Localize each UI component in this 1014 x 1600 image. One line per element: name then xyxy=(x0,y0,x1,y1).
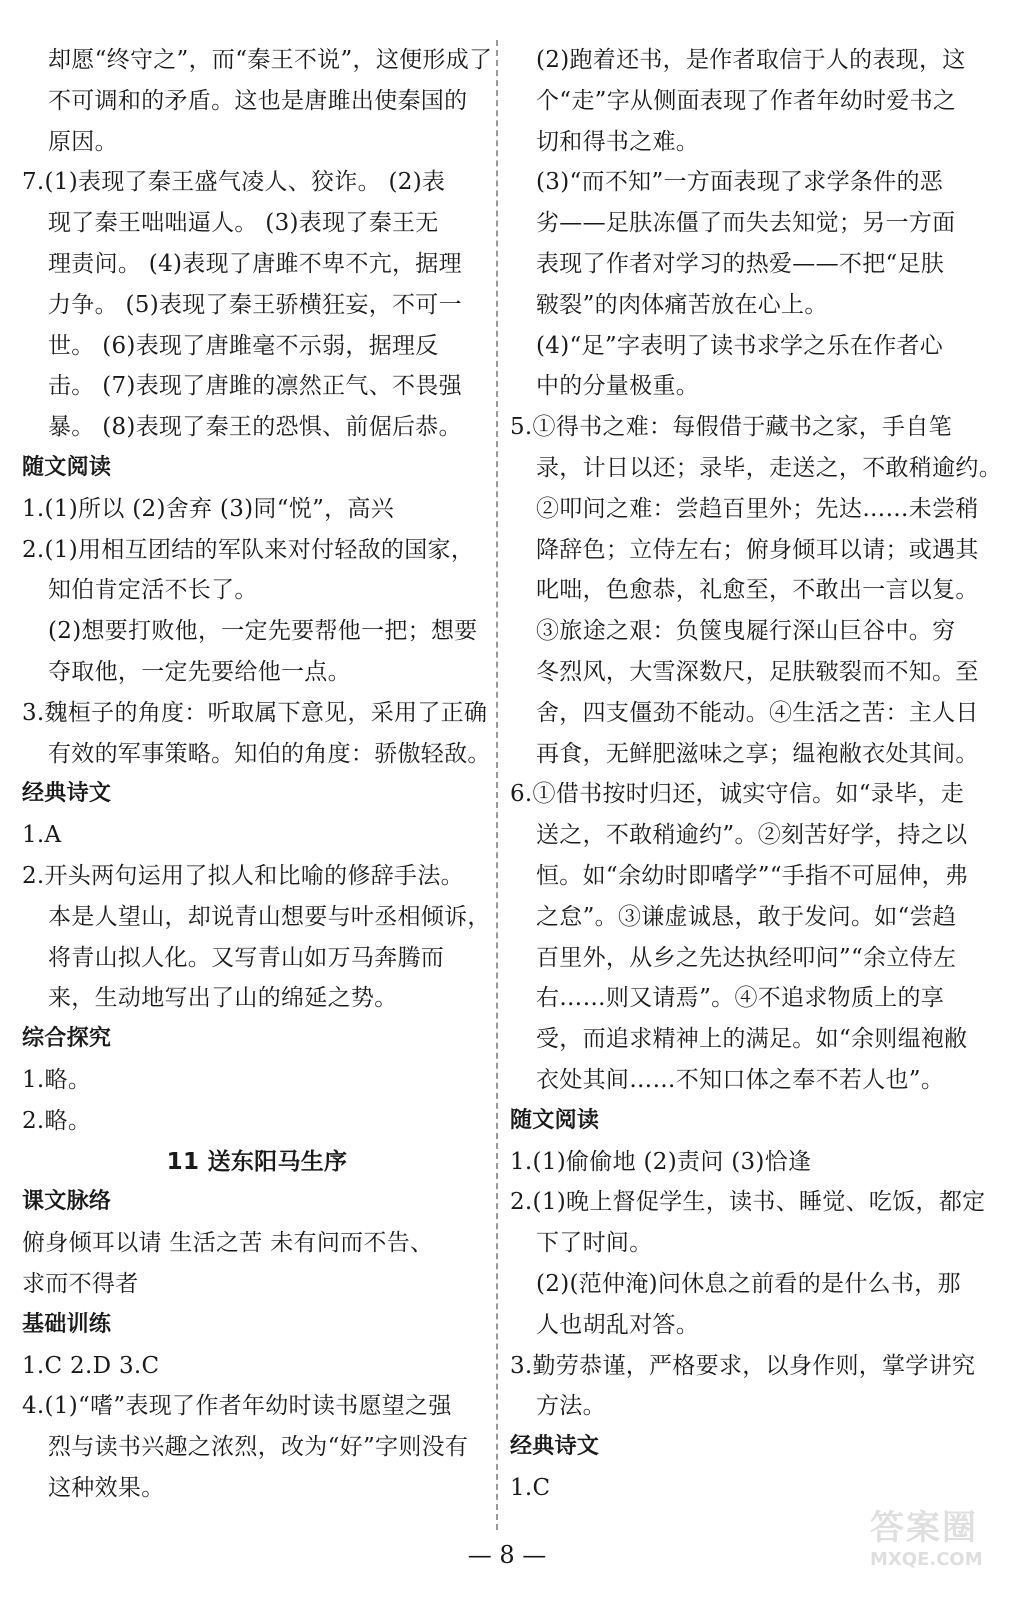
text-line: 1.A xyxy=(22,822,62,849)
text-line: 来，生动地写出了山的绵延之势。 xyxy=(48,985,398,1012)
right-column xyxy=(510,40,1002,1509)
text-line: 录，计日以还；录毕，走送之，不敢稍逾约。 xyxy=(536,454,1002,481)
section-heading: 综合探究 xyxy=(22,1026,112,1052)
text-line: 本是人望山，却说青山想要与叶丞相倾诉， xyxy=(48,903,491,930)
text-line: 烈与读书兴趣之浓烈，改为“好”字则没有 xyxy=(48,1434,469,1461)
text-line: 2.略。 xyxy=(22,1107,92,1134)
text-line: 2.(1)晚上督促学生，读书、睡觉、吃饭，都定 xyxy=(510,1189,986,1216)
text-line: 中的分量极重。 xyxy=(536,373,700,400)
text-line: (3)“而不知”一方面表现了求学条件的恶 xyxy=(536,169,944,196)
text-line: 受，而追求精神上的满足。如“余则缊袍敝 xyxy=(536,1026,968,1053)
text-line: 切和得书之难。 xyxy=(536,128,700,155)
text-line: 再食，无鲜肥滋味之享；缊袍敝衣处其间。 xyxy=(536,740,979,767)
text-line: 皲裂”的肉体痛苦放在心上。 xyxy=(536,291,828,318)
text-line: 力争。 (5)表现了秦王骄横狂妄，不可一 xyxy=(48,291,462,318)
text-line: 7.(1)表现了秦王盛气凌人、狡诈。 (2)表 xyxy=(22,169,446,196)
text-line: 不可调和的矛盾。这也是唐雎出使秦国的 xyxy=(48,87,468,114)
text-line: 表现了作者对学习的热爱——不把“足肤 xyxy=(536,250,945,277)
text-line: 个“走”字从侧面表现了作者年幼时爱书之 xyxy=(536,87,957,114)
section-heading: 随文阅读 xyxy=(510,1107,600,1133)
watermark-logo xyxy=(870,1500,1000,1590)
section-heading: 经典诗文 xyxy=(22,781,112,807)
text-line: 击。 (7)表现了唐雎的凛然正气、不畏强 xyxy=(48,373,462,400)
text-line: 2.(1)用相互团结的军队来对付轻敌的国家， xyxy=(22,536,475,563)
text-line: (2)(范仲淹)问休息之前看的是什么书，那 xyxy=(536,1270,961,1297)
text-line: (4)“足”字表明了读书求学之乐在作者心 xyxy=(536,332,944,359)
text-line: 舍，四支僵劲不能动。④生活之苦：主人日 xyxy=(536,699,979,726)
text-line: (2)跑着还书，是作者取信于人的表现，这 xyxy=(536,47,966,73)
text-line: 3.勤劳恭谨，严格要求，以身作则，掌学讲究 xyxy=(510,1352,976,1379)
watermark-url: MXQE.COM xyxy=(870,1549,983,1570)
text-line: 2.开头两句运用了拟人和比喻的修辞手法。 xyxy=(22,862,464,889)
watermark-logo-text: 答案圈 xyxy=(870,1508,978,1548)
text-line: 叱咄，色愈恭，礼愈至，不敢出一言以复。 xyxy=(536,577,979,604)
text-line: 这种效果。 xyxy=(48,1474,165,1501)
text-line: 方法。 xyxy=(536,1393,606,1420)
text-line: 恒。如“余幼时即嗜学”“手指不可屈伸，弗 xyxy=(536,862,969,889)
text-line: 人也胡乱对答。 xyxy=(536,1311,700,1338)
text-line: 4.(1)“嗜”表现了作者年幼时读书愿望之强 xyxy=(22,1393,452,1420)
text-line: 下了时间。 xyxy=(536,1230,653,1257)
text-line: 1.C xyxy=(510,1474,551,1501)
text-line: 降辞色；立侍左右；俯身倾耳以请；或遇其 xyxy=(536,536,979,563)
text-line: 11 送东阳马生序 xyxy=(166,1148,348,1175)
text-line: ③旅途之艰：负箧曳屣行深山巨谷中。穷 xyxy=(536,618,956,645)
text-line: 衣处其间……不知口体之奉不若人也”。 xyxy=(536,1066,945,1093)
text-line: 劣——足肤冻僵了而失去知觉；另一方面 xyxy=(536,210,956,237)
text-line: 知伯肯定活不长了。 xyxy=(48,577,258,604)
section-heading: 基础训练 xyxy=(22,1311,112,1337)
text-line: 将青山拟人化。又写青山如万马奔腾而 xyxy=(48,944,445,971)
section-heading: 随文阅读 xyxy=(22,454,112,480)
text-line: 5.①得书之难：每假借于藏书之家，手自笔 xyxy=(510,414,952,441)
text-line: 现了秦王咄咄逼人。 (3)表现了秦王无 xyxy=(48,210,439,237)
text-line: 3.魏桓子的角度：听取属下意见，采用了正确 xyxy=(22,699,488,726)
text-line: 1.C 2.D 3.C xyxy=(22,1352,160,1379)
text-line: 却愿“终守之”，而“秦王不说”，这便形成了 xyxy=(48,47,493,73)
text-line: 冬烈风，大雪深数尺，足肤皲裂而不知。至 xyxy=(536,658,979,685)
page-number: — 8 — xyxy=(467,1541,547,1569)
text-line: 夺取他，一定先要给他一点。 xyxy=(48,658,351,685)
text-line: 理责问。 (4)表现了唐雎不卑不亢，据理 xyxy=(48,250,462,277)
left-column xyxy=(22,40,492,1509)
text-line: 送之，不敢稍逾约”。②刻苦好学，持之以 xyxy=(536,822,968,849)
text-line: 百里外，从乡之先达执经叩问”“余立侍左 xyxy=(536,944,957,971)
text-line: 1.(1)偷偷地 (2)责问 (3)恰逢 xyxy=(510,1148,812,1175)
text-line: 暴。 (8)表现了秦王的恐惧、前倨后恭。 xyxy=(48,414,462,441)
column-divider xyxy=(496,40,498,1530)
text-line: ②叩问之难：尝趋百里外；先达……未尝稍 xyxy=(536,495,979,522)
text-line: 俯身倾耳以请 生活之苦 未有问而不告、 xyxy=(22,1230,434,1257)
text-line: 1.略。 xyxy=(22,1066,92,1093)
text-line: (2)想要打败他，一定先要帮他一把；想要 xyxy=(48,618,478,645)
text-line: 1.(1)所以 (2)舍弃 (3)同“悦”，高兴 xyxy=(22,495,395,522)
text-line: 之怠”。③谦虚诚恳，敢于发问。如“尝趋 xyxy=(536,903,957,930)
text-line: 求而不得者 xyxy=(22,1270,139,1297)
text-line: 6.①借书按时归还，诚实守信。如“录毕，走 xyxy=(510,781,965,808)
section-heading: 经典诗文 xyxy=(510,1434,600,1460)
text-line: 原因。 xyxy=(48,128,118,155)
section-heading: 课文脉络 xyxy=(22,1189,112,1215)
text-line: 有效的军事策略。知伯的角度：骄傲轻敌。 xyxy=(48,740,491,767)
text-line: 世。 (6)表现了唐雎毫不示弱，据理反 xyxy=(48,332,439,359)
text-line: 右……则又请焉”。④不追求物质上的享 xyxy=(536,985,945,1012)
